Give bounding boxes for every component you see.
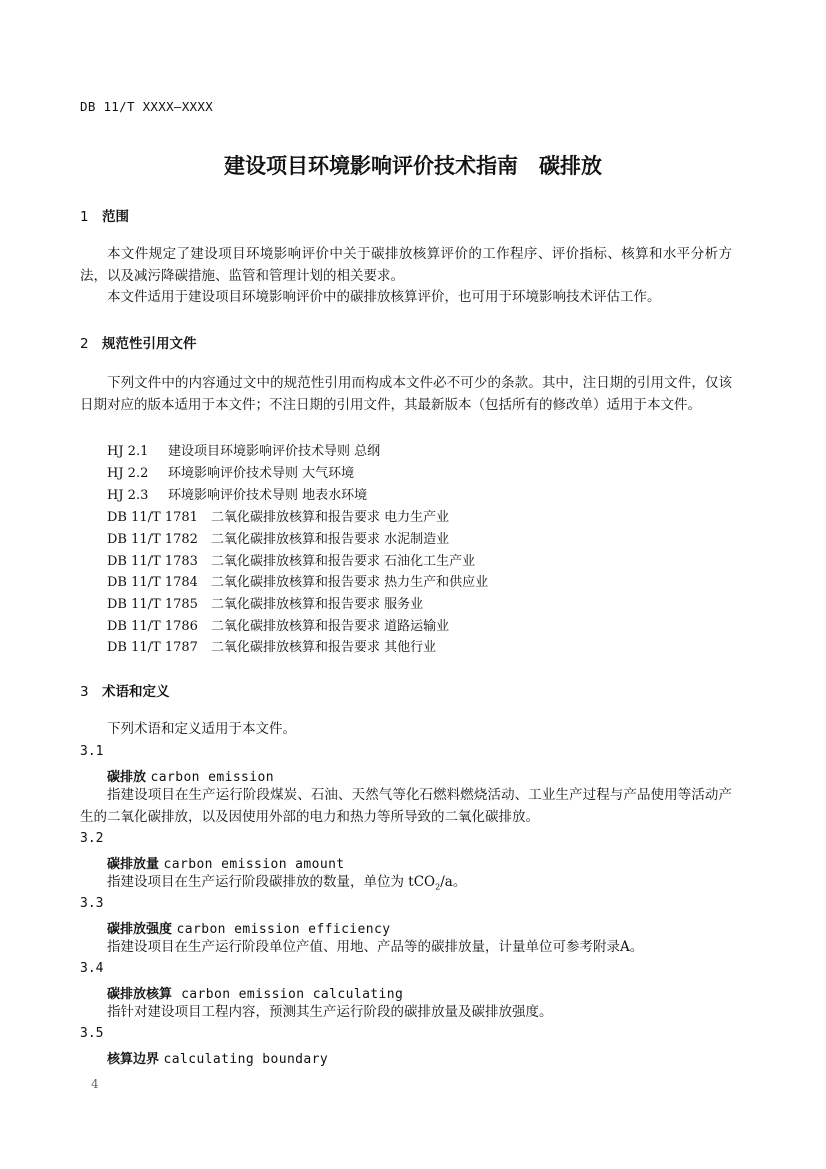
term-zh: 碳排放 xyxy=(107,770,147,785)
reference-code: DB 11/T 1782 xyxy=(107,532,198,547)
term-number: 3.2 xyxy=(80,831,104,846)
term-heading xyxy=(107,766,274,785)
section-number: 3 xyxy=(80,684,89,700)
section-3-heading xyxy=(80,680,170,700)
term-number: 3.4 xyxy=(80,961,104,976)
definition-text: /a。 xyxy=(440,874,467,890)
term-zh: 核算边界 xyxy=(107,1052,160,1067)
reference-title: 二氧化碳排放核算和报告要求 水泥制造业 xyxy=(211,532,450,547)
reference-item xyxy=(107,462,354,481)
reference-item xyxy=(107,593,423,612)
reference-code: DB 11/T 1786 xyxy=(107,619,198,634)
term-definition: 指针对建设项目工程内容，预测其生产运行阶段的碳排放量及碳排放强度。 xyxy=(107,1004,553,1020)
document-title: 建设项目环境影响评价技术指南 碳排放 xyxy=(224,154,602,178)
reference-code: HJ 2.1 xyxy=(107,444,149,459)
term-heading xyxy=(107,1048,328,1067)
term-zh: 碳排放强度 xyxy=(107,922,173,937)
section-1-paragraph-2: 本文件适用于建设项目环境影响评价中的碳排放核算评价，也可用于环境影响技术评估工作。 xyxy=(107,289,661,305)
reference-item xyxy=(107,636,436,655)
term-heading xyxy=(107,918,390,937)
term-heading xyxy=(107,853,345,872)
definition-text: 指建设项目在生产运行阶段碳排放的数量，单位为 tCO xyxy=(107,874,436,890)
subscript: 2 xyxy=(435,882,441,892)
section-2-intro: 下列文件中的内容通过文中的规范性引用而构成本文件必不可少的条款。其中，注日期的引用文件，仅该日期对应的版本适用于本文件；不注日期的引用文件，其最新版本（包括所有的修改单）适用于本文件。 xyxy=(80,375,732,413)
document-code-header: DB 11/T XXXX—XXXX xyxy=(80,99,214,114)
term-en: calculating boundary xyxy=(163,1052,329,1067)
section-title: 术语和定义 xyxy=(102,684,170,700)
reference-code: HJ 2.2 xyxy=(107,466,149,481)
reference-item xyxy=(107,615,449,634)
reference-title: 二氧化碳排放核算和报告要求 服务业 xyxy=(211,597,424,612)
term-definition: 指建设项目在生产运行阶段煤炭、石油、天然气等化石燃料燃烧活动、工业生产过程与产品使用等活动产生的二氧化碳排放，以及因使用外部的电力和热力等所导致的二氧化碳排放。 xyxy=(80,787,732,825)
reference-item xyxy=(107,506,449,525)
reference-code: DB 11/T 1784 xyxy=(107,575,198,590)
reference-title: 二氧化碳排放核算和报告要求 其他行业 xyxy=(211,640,437,655)
term-en: carbon emission calculating xyxy=(181,987,404,1002)
term-definition xyxy=(80,872,732,898)
term-en: carbon emission xyxy=(150,770,274,785)
term-number: 3.5 xyxy=(80,1026,104,1041)
reference-title: 二氧化碳排放核算和报告要求 电力生产业 xyxy=(211,510,450,525)
reference-code: HJ 2.3 xyxy=(107,488,149,503)
reference-code: DB 11/T 1781 xyxy=(107,510,198,525)
reference-title: 二氧化碳排放核算和报告要求 道路运输业 xyxy=(211,619,450,634)
page-number: 4 xyxy=(91,1077,99,1091)
section-1-heading xyxy=(80,205,129,225)
reference-title: 建设项目环境影响评价技术导则 总纲 xyxy=(168,444,381,459)
term-number: 3.3 xyxy=(80,896,104,911)
term-en: carbon emission amount xyxy=(163,857,345,872)
reference-item xyxy=(107,484,367,503)
reference-title: 环境影响评价技术导则 地表水环境 xyxy=(168,488,368,503)
section-title: 范围 xyxy=(102,209,129,225)
term-zh: 碳排放核算 xyxy=(107,987,173,1002)
term-heading xyxy=(107,983,403,1002)
term-number: 3.1 xyxy=(80,744,104,759)
reference-item xyxy=(107,571,488,590)
reference-code: DB 11/T 1785 xyxy=(107,597,198,612)
reference-item xyxy=(107,440,380,459)
section-number: 2 xyxy=(80,336,89,352)
reference-code: DB 11/T 1783 xyxy=(107,554,198,569)
reference-title: 二氧化碳排放核算和报告要求 石油化工生产业 xyxy=(211,554,476,569)
section-3-intro: 下列术语和定义适用于本文件。 xyxy=(107,721,296,737)
term-zh: 碳排放量 xyxy=(107,857,160,872)
section-number: 1 xyxy=(80,209,89,225)
reference-title: 环境影响评价技术导则 大气环境 xyxy=(168,466,355,481)
section-1-paragraph-1: 本文件规定了建设项目环境影响评价中关于碳排放核算评价的工作程序、评价指标、核算和水平分析方法，以及减污降碳措施、监管和管理计划的相关要求。 xyxy=(80,246,732,284)
term-en: carbon emission efficiency xyxy=(176,922,391,937)
reference-code: DB 11/T 1787 xyxy=(107,640,198,655)
reference-item xyxy=(107,528,449,547)
reference-title: 二氧化碳排放核算和报告要求 热力生产和供应业 xyxy=(211,575,489,590)
section-2-heading xyxy=(80,332,197,352)
section-title: 规范性引用文件 xyxy=(102,336,197,352)
term-definition: 指建设项目在生产运行阶段单位产值、用地、产品等的碳排放量，计量单位可参考附录A。 xyxy=(107,939,644,955)
reference-item xyxy=(107,550,475,569)
